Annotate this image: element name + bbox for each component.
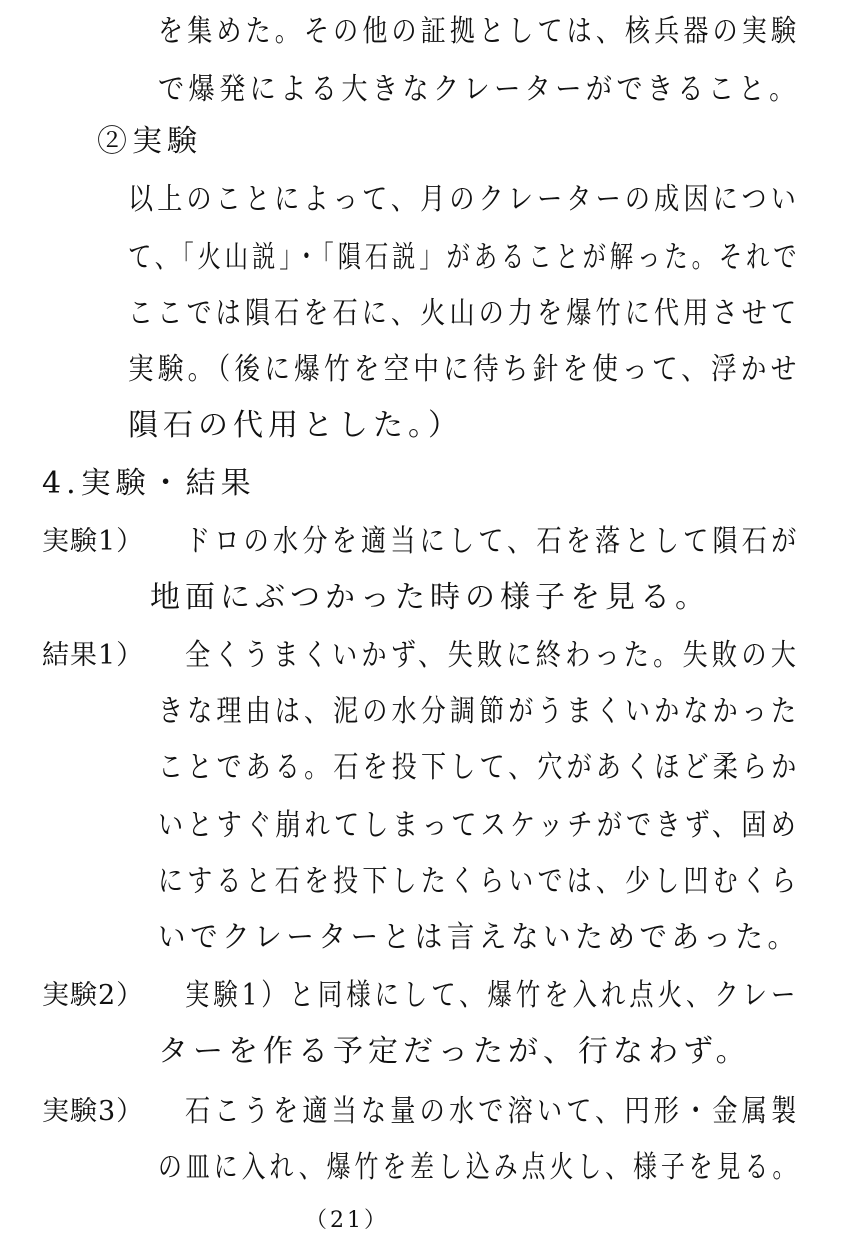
entry-line: にすると石を投下したくらいでは、少し凹むくら (158, 864, 801, 899)
entry-line: ことである。石を投下して、穴があくほど柔らか (158, 750, 801, 785)
entry-line: ドロの水分を適当にして、石を落として隕石が (185, 524, 801, 559)
entry-line: の皿に入れ、爆竹を差し込み点火し、様子を見る。 (158, 1150, 801, 1185)
entry-label: 結果1） (42, 640, 145, 671)
text-line: ここでは隕石を石に、火山の力を爆竹に代用させて (128, 296, 801, 331)
entry-label: 実験3） (42, 1096, 145, 1127)
entry-line: 石こうを適当な量の水で溶いて、円形・金属製 (185, 1094, 801, 1129)
text-line: 実験。（後に爆竹を空中に待ち針を使って、浮かせ (128, 352, 801, 387)
entry-line: きな理由は、泥の水分調節がうまくいかなかった (158, 694, 801, 729)
entry-label: 実験1） (42, 526, 145, 557)
text-line: て、「火山説」・「隕石説」があることが解った。それで (128, 240, 801, 275)
text-line: 以上のことによって、月のクレーターの成因につい (128, 182, 800, 217)
page-number: （21） (305, 1208, 389, 1233)
section-heading-experiment: ②実験 (97, 124, 202, 159)
entry-line: ターを作る予定だったが、行なわず。 (158, 1034, 751, 1069)
entry-line: いとすぐ崩れてしまってスケッチができず、固め (158, 808, 800, 843)
entry-line: 地面にぶつかった時の様子を見る。 (150, 580, 710, 615)
entry-line: 全くうまくいかず、失敗に終わった。失敗の大 (185, 638, 801, 673)
text-line: を集めた。その他の証拠としては、核兵器の実験 (158, 14, 801, 49)
entry-line: いでクレーターとは言えないためであった。 (158, 920, 800, 955)
entry-line: 実験1）と同様にして、爆竹を入れ点火、クレー (185, 978, 800, 1013)
text-line: 隕石の代用とした。） (128, 408, 463, 443)
entry-label: 実験2） (42, 980, 145, 1011)
section-heading-results: 4.実験・結果 (42, 466, 256, 501)
text-line: で爆発による大きなクレーターができること。 (158, 72, 800, 107)
